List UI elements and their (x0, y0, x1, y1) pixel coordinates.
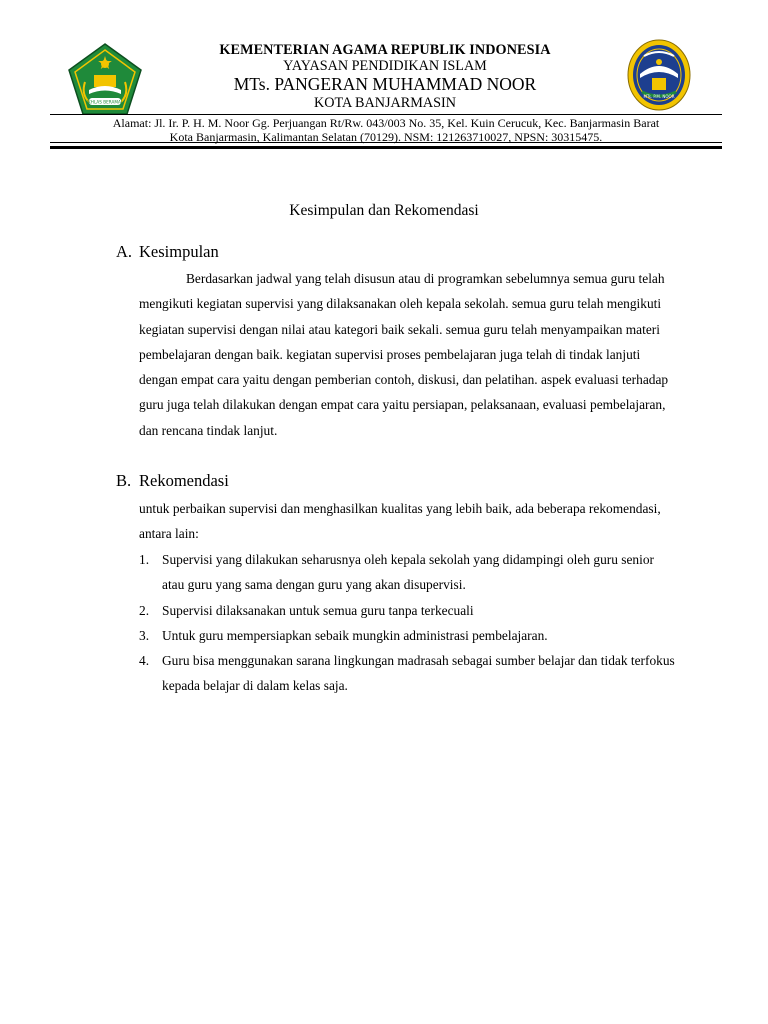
letterhead-divider-thin (50, 142, 722, 143)
school-emblem-icon (626, 38, 692, 112)
list-item (139, 598, 679, 623)
list-item-number: 4. (139, 653, 150, 669)
list-item (139, 623, 679, 648)
address-line-1: Alamat: Jl. Ir. P. H. M. Noor Gg. Perjuangan Rt/Rw. 043/003 No. 35, Kel. Kuin Cerucuk, Kec. Banjarmasin Barat (112, 116, 660, 130)
letterhead-divider-thick (50, 146, 722, 149)
address-line-2: Kota Banjarmasin, Kalimantan Selatan (70129). NSM: 121263710027, NPSN: 30315475. (169, 130, 603, 144)
list-item-text: Untuk guru mempersiapkan sebaik mungkin administrasi pembelajaran. (162, 627, 548, 643)
section-b-number: B. (116, 471, 132, 490)
foundation-name: YAYASAN PENDIDIKAN ISLAM (283, 58, 487, 74)
list-item-text: Supervisi yang dilakukan seharusnya oleh kepala sekolah yang didampingi oleh guru senior atau guru yang sama dengan guru yang akan disupervisi. (162, 552, 654, 593)
list-item-number: 1. (139, 552, 150, 567)
section-a-heading (116, 242, 219, 262)
section-b-title: Rekomendasi (139, 471, 229, 490)
document-title: Kesimpulan dan Rekomendasi (289, 202, 479, 219)
school-address (50, 116, 722, 144)
section-a-number: A. (116, 242, 133, 261)
section-a-paragraph: Berdasarkan jadwal yang telah disusun atau di programkan sebelumnya semua guru telah mengikuti kegiatan supervisi yang dilaksanakan oleh kepala sekolah. semua guru telah mengikuti kegiatan supervisi dengan nilai atau kategori baik sekali. semua guru telah menyampaikan materi pembelajaran dengan baik. kegiatan supervisi proses pembelajaran juga telah di tindak lanjuti dengan empat cara yaitu dengan pemberian contoh, diskusi, dan pelatihan. aspek evaluasi terhadap guru juga telah dilakukan dengan empat cara yaitu persiapan, pelaksanaan, evaluasi pembelajaran, dan rencana tindak lanjut. (139, 271, 669, 438)
kemenag-logo-icon (67, 42, 143, 116)
list-item-number: 2. (139, 602, 150, 618)
list-item (139, 648, 679, 699)
section-a-title: Kesimpulan (139, 242, 219, 261)
logo-right-caption: MTs. P.M. NOOR (643, 94, 675, 99)
city-name: KOTA BANJARMASIN (314, 95, 456, 111)
letterhead (50, 38, 722, 150)
school-name: MTs. PANGERAN MUHAMMAD NOOR (233, 74, 537, 94)
letterhead-top-rule (50, 114, 722, 115)
list-item-text: Guru bisa menggunakan sarana lingkungan madrasah sebagai sumber belajar dan tidak terfokus kepada belajar di dalam kelas saja. (162, 653, 675, 694)
section-b-heading (116, 471, 229, 491)
list-item-text: Supervisi dilaksanakan untuk semua guru tanpa terkecuali (162, 602, 474, 618)
recommendation-list (139, 547, 679, 699)
logo-left-caption: IKHLAS BERAMAL (86, 99, 124, 105)
section-b-intro: untuk perbaikan supervisi dan menghasilkan kualitas yang lebih baik, ada beberapa rekomendasi, antara lain: (139, 501, 661, 542)
list-item (139, 547, 679, 598)
ministry-name: KEMENTERIAN AGAMA REPUBLIK INDONESIA (219, 42, 551, 58)
letterhead-text (150, 42, 620, 112)
list-item-number: 3. (139, 627, 150, 643)
